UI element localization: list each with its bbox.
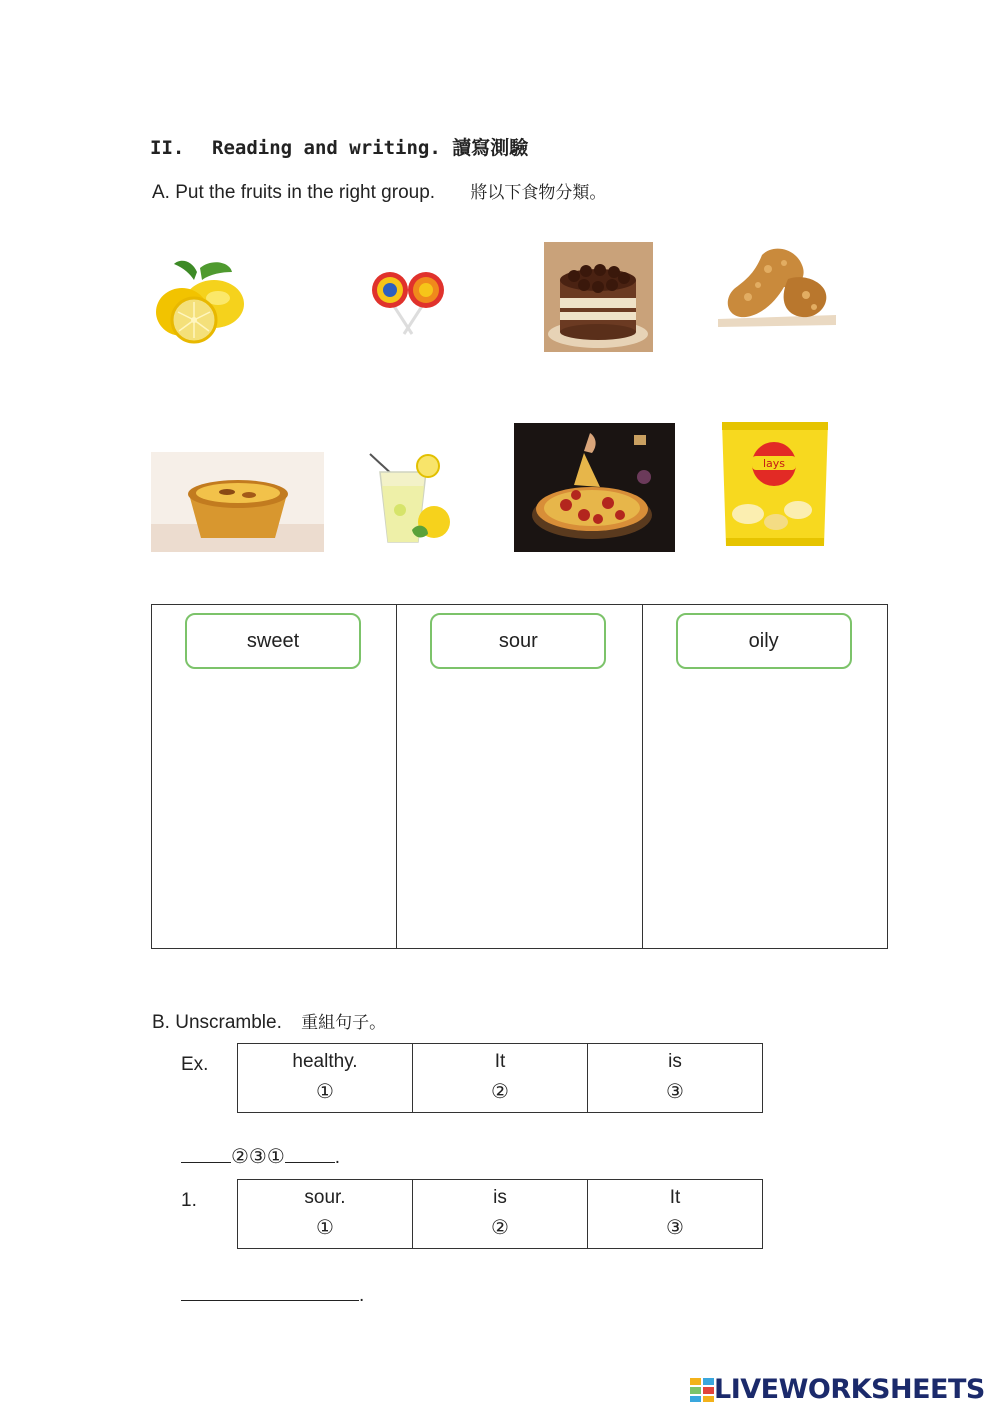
svg-text:lays: lays [762, 457, 786, 470]
sorting-table [151, 604, 888, 949]
word-number: ② [491, 1215, 509, 1239]
word-number: ② [491, 1079, 509, 1103]
food-lemon[interactable] [152, 258, 250, 346]
example-answer-period: . [334, 1147, 341, 1168]
word-number: ① [316, 1215, 334, 1239]
section-title-cjk: 讀寫測驗 [452, 137, 529, 159]
word: It [494, 1051, 506, 1072]
category-label-sweet: sweet [185, 613, 361, 669]
part-b-text-cjk: 重組句子。 [301, 1013, 387, 1033]
category-column-sour [397, 605, 642, 948]
fried-chicken-icon [718, 245, 836, 327]
lollipop-icon [368, 266, 448, 336]
example-word-table [237, 1043, 763, 1113]
part-b-instruction [152, 1008, 386, 1034]
part-a-text-cjk: 將以下食物分類。 [470, 183, 607, 203]
word-number: ③ [666, 1079, 684, 1103]
chocolate-cake-icon [544, 242, 653, 352]
word: It [669, 1187, 681, 1208]
answer-blank-right [285, 1162, 335, 1163]
question-1-answer-period: . [359, 1285, 365, 1306]
food-lemonade[interactable] [366, 452, 456, 550]
word-number: ③ [666, 1215, 684, 1239]
question-1-word-table [237, 1179, 763, 1249]
word: healthy. [292, 1051, 358, 1072]
word: sour. [304, 1187, 346, 1208]
question-1-answer-blank[interactable] [181, 1280, 359, 1301]
dropzone-sour[interactable] [403, 677, 635, 942]
example-answer [181, 1144, 340, 1169]
food-pizza[interactable] [514, 423, 675, 552]
category-label-oily: oily [676, 613, 852, 669]
example-word-cell [588, 1044, 762, 1112]
liveworksheets-logo-text: LIVEWORKSHEETS [714, 1374, 985, 1405]
example-answer-order: ②③① [231, 1144, 285, 1168]
example-word-cell [413, 1044, 588, 1112]
part-a-text: Put the fruits in the right group. [175, 182, 436, 203]
question-word-cell [413, 1180, 588, 1248]
egg-tart-icon [151, 452, 324, 552]
section-heading [150, 133, 528, 160]
category-label-sour: sour [430, 613, 606, 669]
dropzone-oily[interactable] [649, 677, 881, 942]
potato-chips-icon [718, 418, 832, 550]
lemon-icon [152, 258, 250, 346]
question-1-answer [181, 1280, 364, 1307]
answer-blank-left [181, 1162, 231, 1163]
liveworksheets-logo [690, 1374, 985, 1405]
part-b-label: B. [152, 1012, 170, 1033]
word: is [668, 1051, 682, 1072]
food-potato-chips[interactable] [718, 418, 832, 550]
food-egg-tart[interactable] [151, 452, 324, 552]
category-column-sweet [152, 605, 397, 948]
food-chocolate-cake[interactable] [544, 242, 653, 352]
food-fried-chicken[interactable] [718, 245, 836, 327]
dropzone-sweet[interactable] [158, 677, 390, 942]
lemonade-icon [366, 452, 456, 550]
part-a-label: A. [152, 182, 170, 203]
question-word-cell [588, 1180, 762, 1248]
example-word-cell [238, 1044, 413, 1112]
example-label: Ex. [181, 1054, 209, 1075]
category-column-oily [643, 605, 887, 948]
liveworksheets-logo-icon [690, 1378, 714, 1402]
part-b-text: Unscramble. [175, 1012, 282, 1033]
word: is [493, 1187, 507, 1208]
pizza-icon [514, 423, 675, 552]
question-1-label: 1. [181, 1190, 197, 1211]
section-numeral: II. [150, 137, 185, 159]
part-a-instruction [152, 178, 606, 204]
section-title: Reading and writing. [212, 137, 441, 159]
food-lollipop[interactable] [368, 266, 448, 336]
word-number: ① [316, 1079, 334, 1103]
question-word-cell [238, 1180, 413, 1248]
